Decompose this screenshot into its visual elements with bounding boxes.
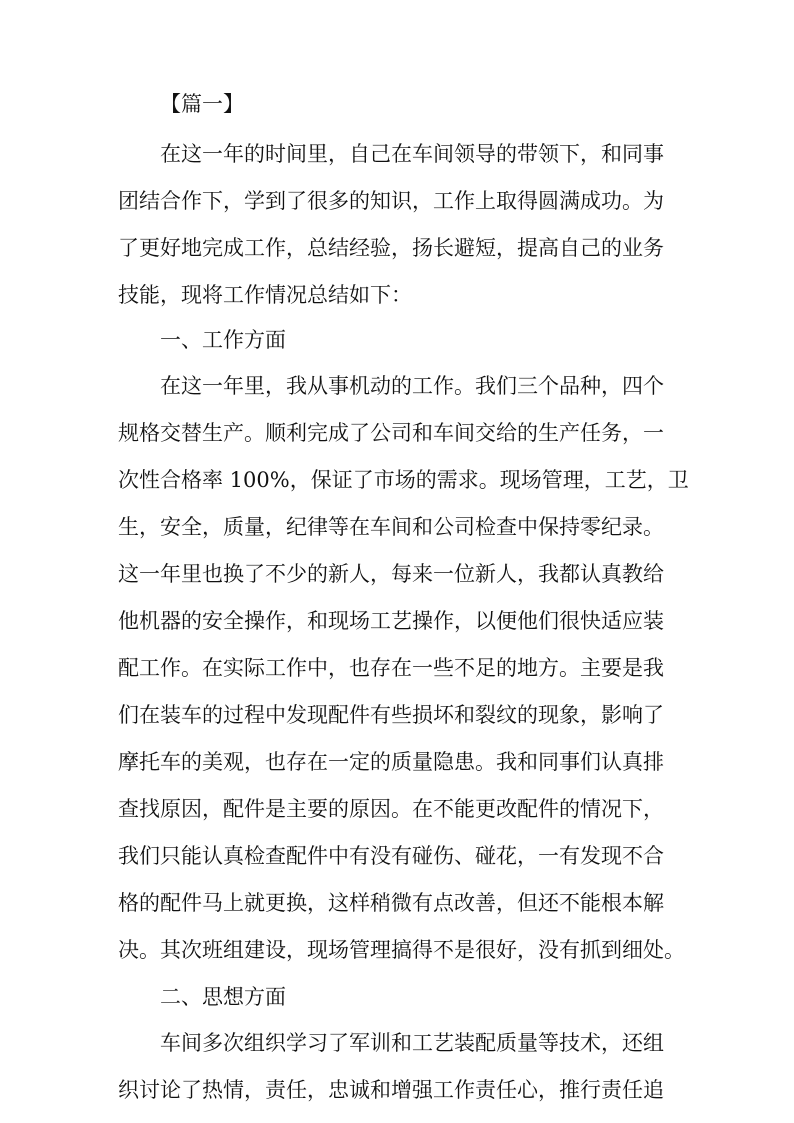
section-heading: 一、工作方面 <box>160 328 286 352</box>
paragraph-line: 摩托车的美观，也存在一定的质量隐患。我和同事们认真排 <box>118 750 664 774</box>
paragraph-line: 规格交替生产。顺利完成了公司和车间交给的生产任务，一 <box>118 421 664 445</box>
paragraph-line: 们在装车的过程中发现配件有些损坏和裂纹的现象，影响了 <box>118 703 664 727</box>
paragraph-line: 织讨论了热情，责任，忠诚和增强工作责任心，推行责任追 <box>118 1078 664 1102</box>
paragraph-line: 配工作。在实际工作中，也存在一些不足的地方。主要是我 <box>118 656 664 680</box>
section-title: 【篇一】 <box>160 92 244 116</box>
paragraph-line: 我们只能认真检查配件中有没有碰伤、碰花，一有发现不合 <box>118 844 664 868</box>
section-heading: 二、思想方面 <box>160 985 286 1009</box>
paragraph-line: 他机器的安全操作，和现场工艺操作，以便他们很快适应装 <box>118 609 664 633</box>
paragraph-line: 格的配件马上就更换，这样稍微有点改善，但还不能根本解 <box>118 891 664 915</box>
paragraph-line: 在这一年里，我从事机动的工作。我们三个品种，四个 <box>160 374 664 398</box>
paragraph-line: 了更好地完成工作，总结经验，扬长避短，提高自己的业务 <box>118 236 664 260</box>
paragraph-line: 车间多次组织学习了军训和工艺装配质量等技术，还组 <box>160 1031 664 1055</box>
paragraph-line: 团结合作下，学到了很多的知识，工作上取得圆满成功。为 <box>118 189 664 213</box>
paragraph-line: 次性合格率 100%，保证了市场的需求。现场管理，工艺，卫 <box>118 468 689 492</box>
paragraph-line: 这一年里也换了不少的新人，每来一位新人，我都认真教给 <box>118 562 664 586</box>
paragraph-line: 决。其次班组建设，现场管理搞得不是很好，没有抓到细处。 <box>118 938 685 962</box>
paragraph-line: 在这一年的时间里，自己在车间领导的带领下，和同事 <box>160 142 664 166</box>
paragraph-line: 查找原因，配件是主要的原因。在不能更改配件的情况下， <box>118 797 664 821</box>
paragraph-line: 生，安全，质量，纪律等在车间和公司检查中保持零纪录。 <box>118 515 664 539</box>
paragraph-line: 技能，现将工作情况总结如下： <box>118 283 412 307</box>
